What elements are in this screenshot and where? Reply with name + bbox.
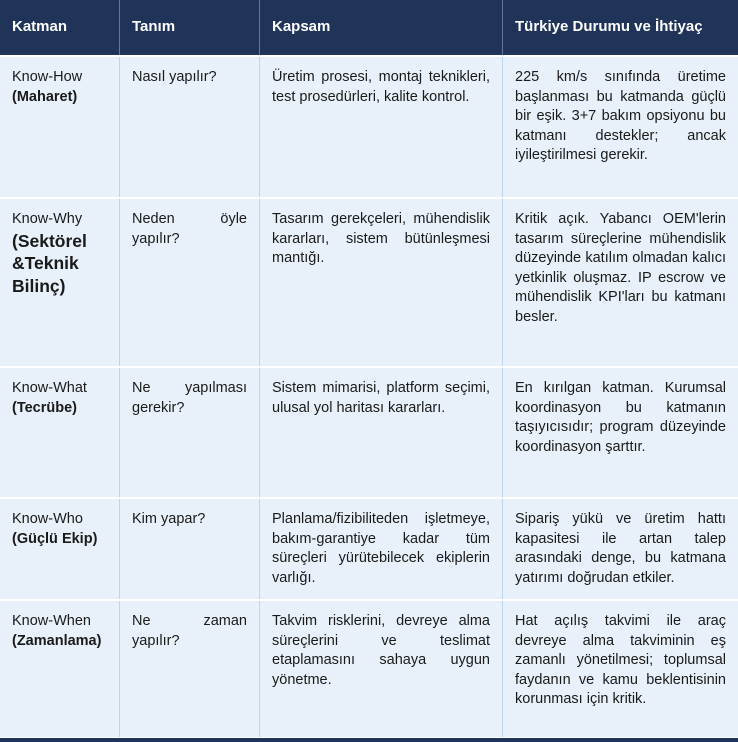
column-header-kapsam: [260, 0, 503, 55]
layer-name: Know-When: [12, 613, 91, 629]
cell-tanim: Kim yapar?: [120, 499, 260, 599]
column-header-tanim: [120, 0, 260, 55]
cell-turkiye-durumu: En kırılgan katman. Kurumsal koordinasyon bu katmanın taşıyıcısıdır; program düzeyinde koordinasyon şarttır.: [503, 368, 738, 497]
layer-name: Know-Why: [12, 211, 83, 227]
layer-label: (Tecrübe): [12, 399, 77, 416]
layer-name: Know-How: [12, 69, 83, 85]
cell-turkiye-durumu: Kritik açık. Yabancı OEM'lerin tasarım süreçlerine mühendislik düzeyinde katılım olmadan kalıcı yetkinlik oluşmaz. IP escrow ve mühendislik KPI'ları bu katmanı besler.: [503, 199, 738, 366]
column-header-katman: [0, 0, 120, 55]
table-row: [0, 199, 738, 366]
column-header-label: Kapsam: [272, 18, 331, 36]
cell-katman: [0, 57, 120, 197]
cell-tanim: Ne yapılması gerekir?: [120, 368, 260, 497]
cell-turkiye-durumu: 225 km/s sınıfında üretime başlanması bu katmanda güçlü bir eşik. 3+7 bakım opsiyonu bu katmanı destekler; ancak iyileştirilmesi gerekir.: [503, 57, 738, 197]
cell-kapsam: Tasarım gerekçeleri, mühendislik kararları, sistem bütünleşmesi mantığı.: [260, 199, 503, 366]
cell-turkiye-durumu: Sipariş yükü ve üretim hattı kapasitesi ile artan talep arasındaki denge, bu katmana yatırımı doğrudan etkiler.: [503, 499, 738, 599]
table-row: [0, 499, 738, 599]
cell-tanim: Ne zaman yapılır?: [120, 601, 260, 737]
layer-label: (Maharet): [12, 88, 78, 105]
cell-kapsam: Takvim risklerini, devreye alma süreçlerini ve teslimat etaplamasını sahaya uygun yönetme.: [260, 601, 503, 737]
column-header-turkiye-durumu: [503, 0, 738, 55]
column-header-label: Katman: [12, 18, 68, 36]
cell-kapsam: Sistem mimarisi, platform seçimi, ulusal yol haritası kararları.: [260, 368, 503, 497]
cell-katman: [0, 199, 120, 366]
cell-tanim: Nasıl yapılır?: [120, 57, 260, 197]
table-row: [0, 368, 738, 497]
layer-label: (Güçlü Ekip): [12, 530, 98, 547]
layer-label: (Zamanlama): [12, 632, 102, 649]
column-header-label: Tanım: [132, 18, 176, 36]
cell-katman: [0, 499, 120, 599]
cell-turkiye-durumu: Hat açılış takvimi ile araç devreye alma takviminin eş zamanlı yönetilmesi; toplumsal faydanın ve kamu beklentisinin korunması için kritik.: [503, 601, 738, 737]
layer-label: (Sektörel &Teknik Bilinç): [12, 230, 87, 296]
cell-kapsam: Planlama/fizibiliteden işletmeye, bakım-garantiye kadar tüm süreçleri yürütebilecek ekiplerin varlığı.: [260, 499, 503, 599]
table-header-row: [0, 0, 738, 55]
table-row: [0, 601, 738, 737]
column-header-label: Türkiye Durumu ve İhtiyaç: [515, 18, 703, 36]
table-bottom-accent-bar: [0, 738, 738, 742]
cell-katman: [0, 601, 120, 737]
cell-kapsam: Üretim prosesi, montaj teknikleri, test prosedürleri, kalite kontrol.: [260, 57, 503, 197]
cell-tanim: Neden öyle yapılır?: [120, 199, 260, 366]
layer-name: Know-What: [12, 380, 87, 396]
cell-katman: [0, 368, 120, 497]
layer-name: Know-Who: [12, 511, 83, 527]
table-row: [0, 57, 738, 197]
